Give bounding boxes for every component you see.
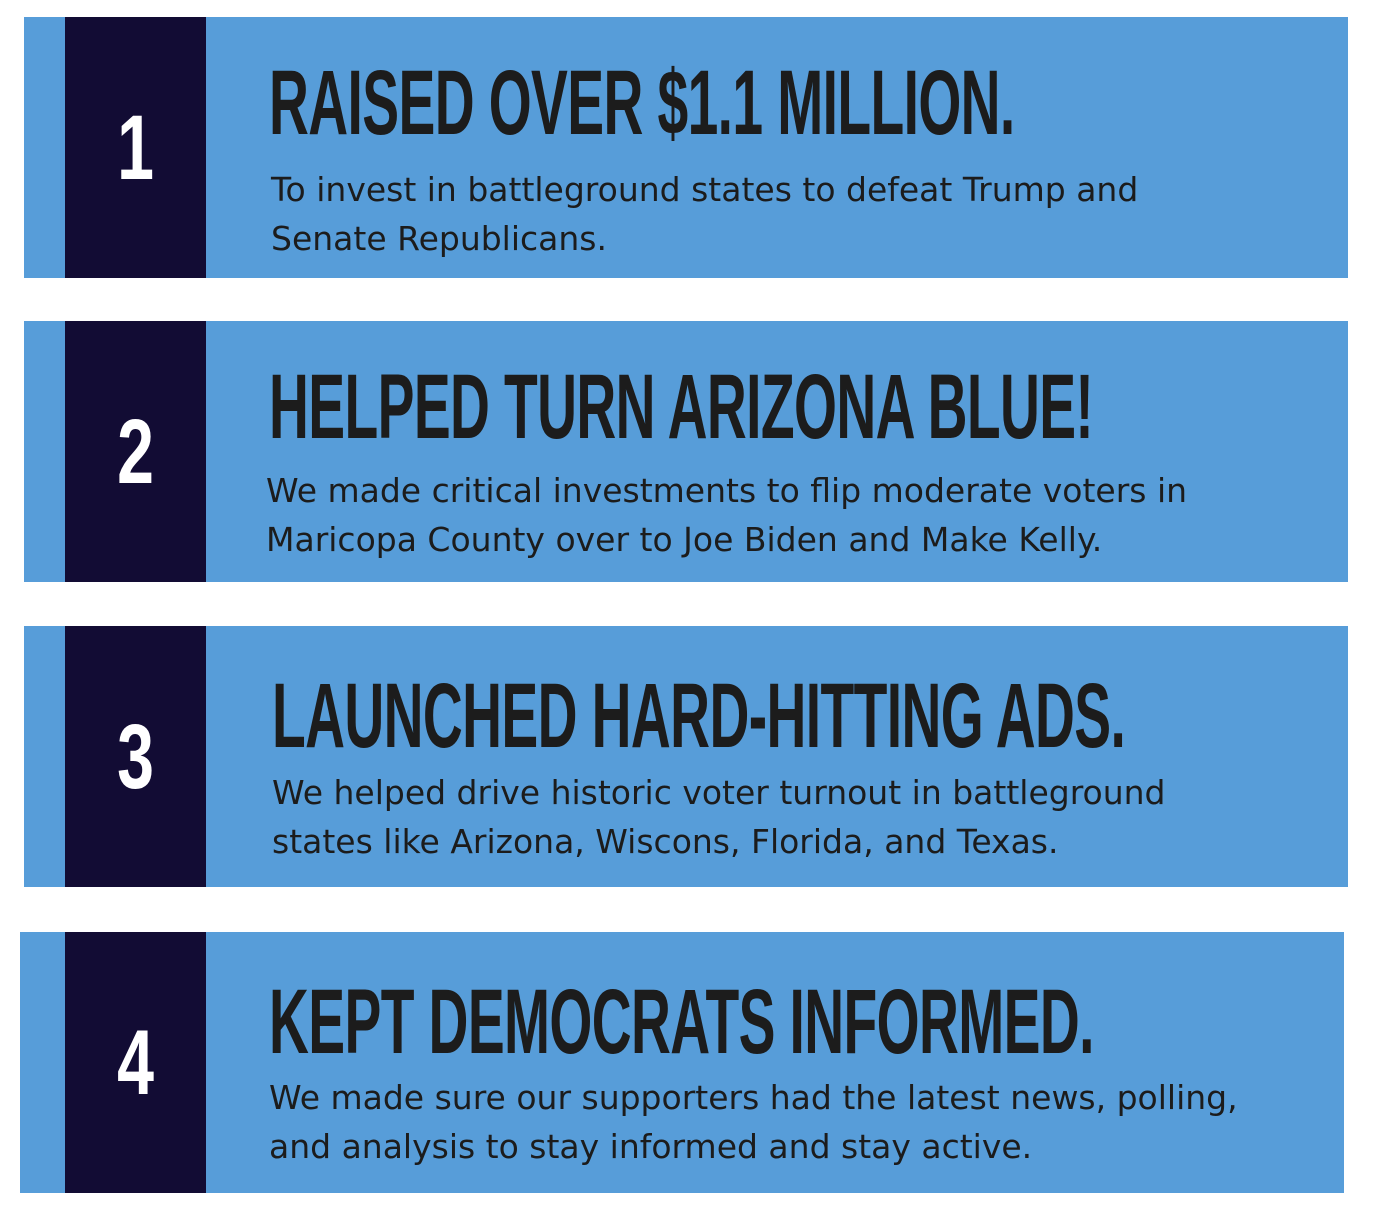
accomplishment-card-3 (24, 626, 1348, 887)
accomplishment-card-4 (20, 932, 1344, 1193)
item-description: We made sure our supporters had the latest news, polling, and analysis to stay informed and stay active. (269, 1078, 1238, 1166)
number-block (65, 321, 206, 582)
item-number: 1 (117, 96, 154, 199)
item-number: 3 (117, 705, 154, 808)
item-description: We made critical investments to flip moderate voters in Maricopa County over to Joe Biden and Make Kelly. (266, 471, 1188, 559)
card-text (269, 17, 1328, 278)
card-text (266, 321, 1328, 582)
number-block (65, 626, 206, 887)
item-description: To invest in battleground states to defeat Trump and Senate Republicans. (271, 170, 1139, 258)
number-block (65, 17, 206, 278)
card-text (269, 932, 1324, 1193)
item-heading: LAUNCHED HARD-HITTING ADS. (272, 665, 1126, 767)
item-heading: KEPT DEMOCRATS INFORMED. (269, 971, 1094, 1073)
card-text (272, 626, 1328, 887)
item-heading: HELPED TURN ARIZONA BLUE! (269, 356, 1094, 458)
item-heading: RAISED OVER $1.1 MILLION. (269, 52, 1015, 154)
item-description: We helped drive historic voter turnout in battleground states like Arizona, Wiscons, Florida, and Texas. (272, 773, 1166, 861)
accomplishment-card-2 (24, 321, 1348, 582)
item-number: 2 (117, 400, 154, 503)
number-block (65, 932, 206, 1193)
item-number: 4 (117, 1011, 154, 1114)
accomplishment-card-1 (24, 17, 1348, 278)
